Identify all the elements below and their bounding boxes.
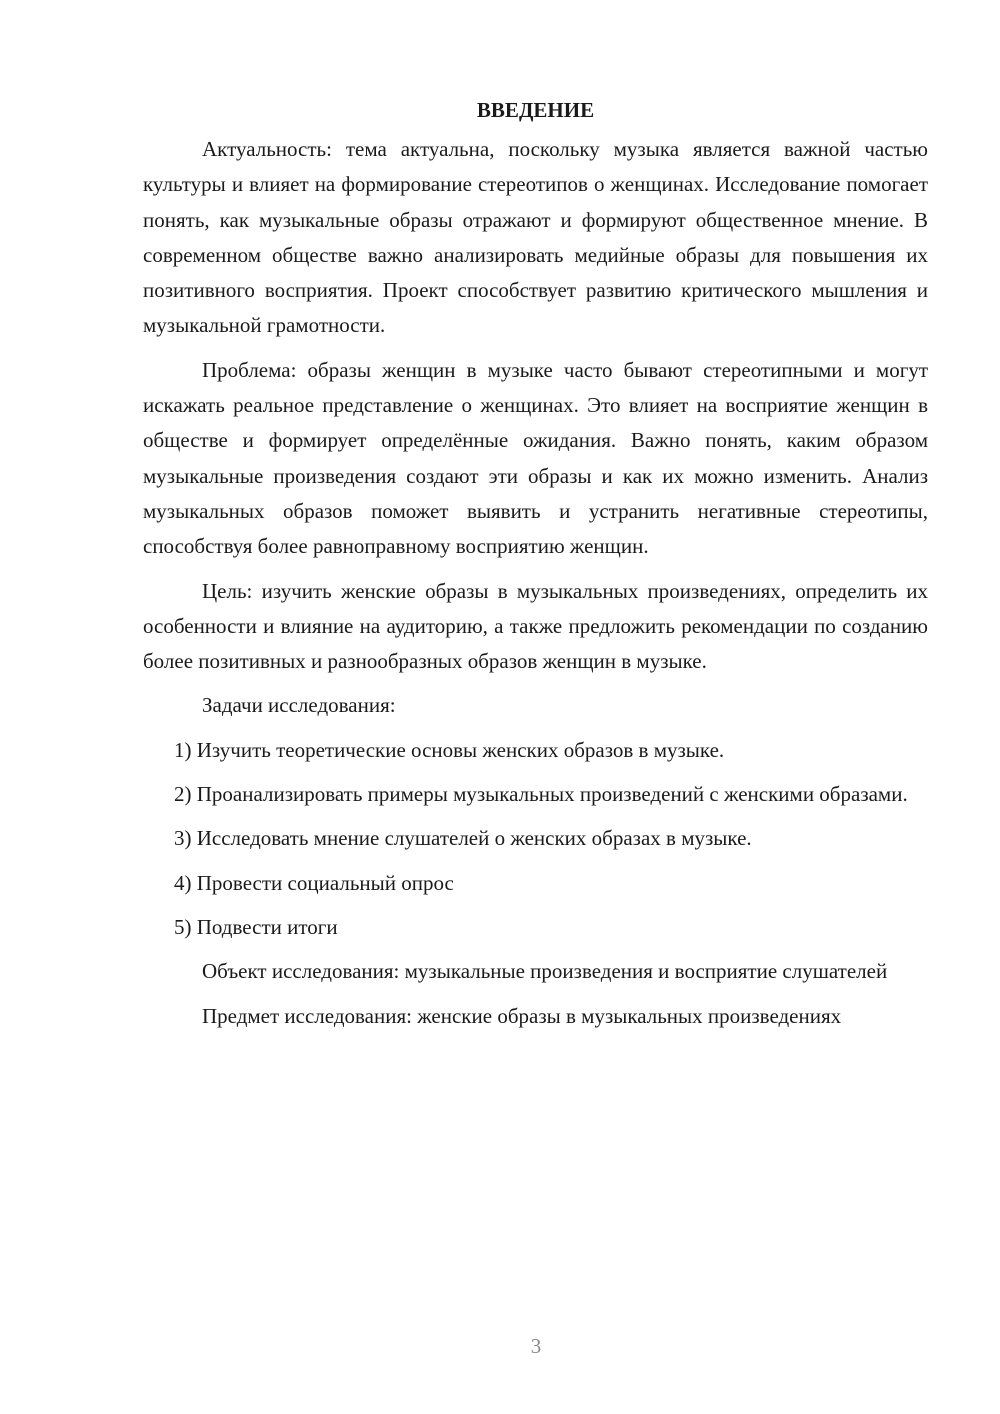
- section-heading: ВВЕДЕНИЕ: [476, 98, 595, 122]
- relevance-paragraph: Актуальность: тема актуальна, поскольку музыка является важной частью культуры и влияет на формирование стереотипов о женщинах. Исследование помогает понять, как музыкальные образы отражают и формируют общественное мнение. В современном обществе важно анализировать медийные образы для повышения их позитивного восприятия. Проект способствует развитию критического мышления и музыкальной грамотности.: [143, 137, 928, 338]
- task-item: 5) Подвести итоги: [174, 914, 338, 939]
- goal-paragraph: Цель: изучить женские образы в музыкальных произведениях, определить их особенности и влияние на аудиторию, а также предложить рекомендации по созданию более позитивных и разнообразных образов женщин в музыке.: [143, 578, 928, 674]
- research-object-paragraph: Объект исследования: музыкальные произведения и восприятие слушателей: [202, 959, 888, 984]
- page-number: 3: [530, 1334, 542, 1358]
- tasks-heading: Задачи исследования:: [202, 693, 396, 718]
- research-subject-paragraph: Предмет исследования: женские образы в музыкальных произведениях: [202, 1003, 842, 1028]
- tasks-list: [143, 733, 928, 945]
- task-item: 2) Проанализировать примеры музыкальных произведений с женскими образами.: [174, 782, 908, 807]
- task-item: 1) Изучить теоретические основы женских образов в музыке.: [174, 737, 725, 762]
- problem-paragraph: Проблема: образы женщин в музыке часто бывают стереотипными и могут искажать реальное представление о женщинах. Это влияет на восприятие женщин в обществе и формирует определённые ожидания. Важно понять, каким образом музыкальные произведения создают эти образы и как их можно изменить. Анализ музыкальных образов поможет выявить и устранить негативные стереотипы, способствуя более равноправному восприятию женщин.: [143, 357, 928, 559]
- task-item: 3) Исследовать мнение слушателей о женских образах в музыке.: [174, 826, 752, 851]
- page-body: [143, 95, 928, 1043]
- task-item: 4) Провести социальный опрос: [174, 870, 454, 895]
